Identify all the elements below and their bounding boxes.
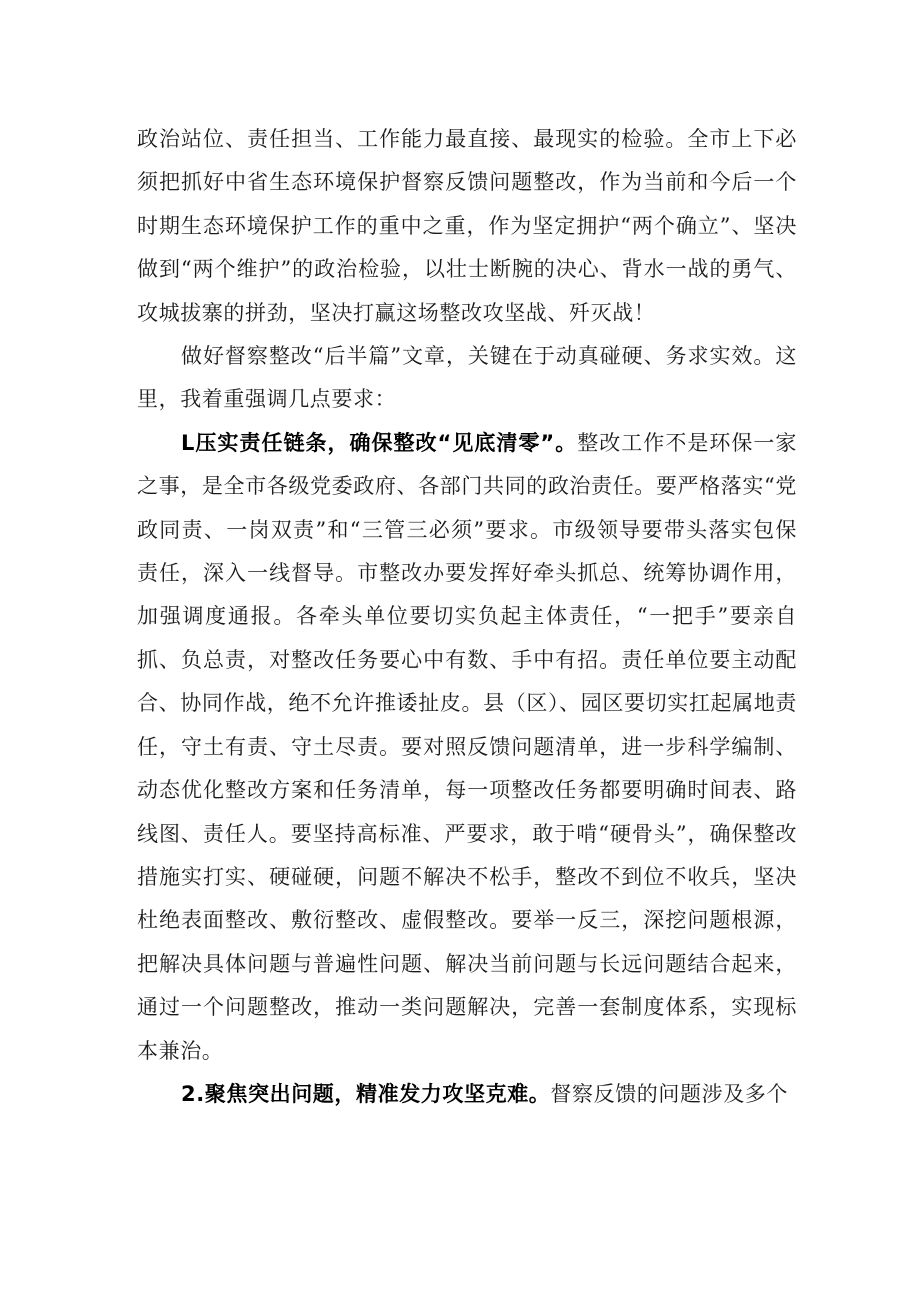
- paragraph-4: [137, 1073, 797, 1116]
- paragraph-1: [137, 118, 797, 335]
- paragraph-4-text: 督察反馈的问题涉及多个: [550, 1081, 788, 1106]
- paragraph-3-text: 整改工作不是环保一家之事，是全市各级党委政府、各部门共同的政治责任。要严格落实“党政同责、一岗双责”和“三管三必须”要求。市级领导要带头落实包保责任，深入一线督导。市整改办要发挥好牵头抓总、统筹协调作用，加强调度通报。各牵头单位要切实负起主体责任，“一把手”要亲自抓、负总责，对整改任务要心中有数、手中有招。责任单位要主动配合、协同作战，绝不允许推诿扯皮。县（区）、园区要切实扛起属地责任，守土有责、守土尽责。要对照反馈问题清单，进一步科学编制、动态优化整改方案和任务清单，每一项整改任务都要明确时间表、路线图、责任人。要坚持高标准、严要求，敢于啃“硬骨头”，确保整改措施实打实、硬碰硬，问题不解决不松手，整改不到位不收兵，坚决杜绝表面整改、敷衍整改、虚假整改。要举一反三，深挖问题根源，把解决具体问题与普遍性问题、解决当前问题与长远问题结合起来，通过一个问题整改，推动一类问题解决，完善一套制度体系，实现标本兼治。: [137, 430, 797, 1063]
- paragraph-2-text: 做好督察整改“后半篇”文章，关键在于动真碰硬、务求实效。这里，我着重强调几点要求：: [137, 344, 797, 412]
- document-body: [137, 118, 797, 1116]
- paragraph-3: [137, 422, 797, 1073]
- section-2-heading: 2.聚焦突出问题，精准发力攻坚克难。: [181, 1081, 551, 1106]
- section-1-heading: L压实责任链条，确保整改“见底清零”。: [181, 430, 578, 455]
- paragraph-1-text: 政治站位、责任担当、工作能力最直接、最现实的检验。全市上下必须把抓好中省生态环境保护督察反馈问题整改，作为当前和今后一个时期生态环境保护工作的重中之重，作为坚定拥护“两个确立”、坚决做到“两个维护”的政治检验，以壮士断腕的决心、背水一战的勇气、攻城拔寨的拼劲，坚决打赢这场整改攻坚战、歼灭战！: [137, 127, 797, 325]
- paragraph-2: [137, 335, 797, 422]
